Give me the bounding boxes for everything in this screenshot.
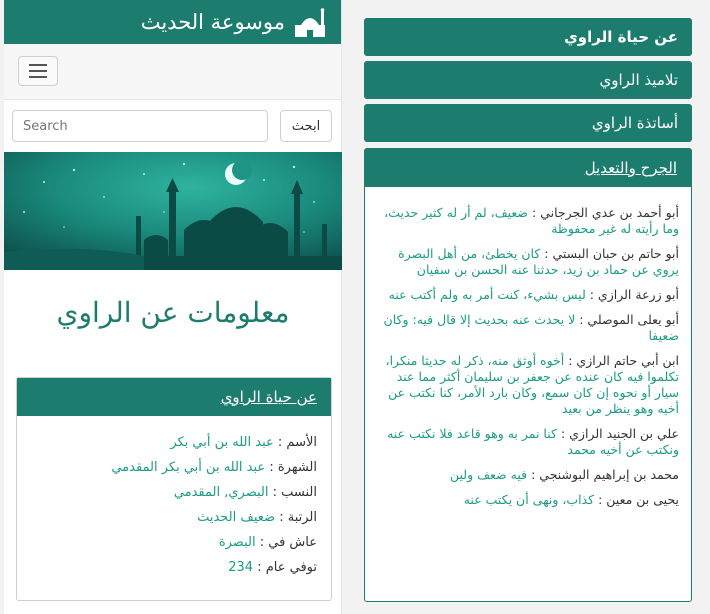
info-row-fame: الشهرة : عبد الله بن أبي بكر المقدمي — [111, 460, 317, 475]
jarh-tadil-card — [364, 148, 692, 602]
list-item: يحيى بن معين : كذاب، ونهى أن يكتب عنه — [463, 492, 679, 507]
info-row-rank: الرتبة : ضعيف الحديث — [197, 510, 317, 525]
brand-bar — [4, 0, 341, 44]
search-button[interactable]: ابحث — [280, 110, 332, 142]
menu-bar-icon — [29, 64, 47, 66]
list-item: ابن أبي حاتم الرازي : أخوه أوثق منه، ذكر له حديثا منكرا، تكلموا فيه كان عنده عن جعفر بن سليمان أكثر مما عند سيار أو نحوه إن كان سمع، وكان بارد الأمر، كنا نكتب عن أخيه وهو ينظر من بعيد — [385, 353, 679, 416]
card-title[interactable]: عن حياة الراوي — [17, 378, 331, 416]
info-row-death-year: توفي عام : 234 — [228, 560, 317, 575]
menu-toggle-button[interactable] — [18, 56, 58, 86]
list-item: أبو حاتم بن حبان البستي : كان يخطئ، من أهل البصرة يروي عن حماد بن زيد، حدثنا عنه الحسن بن سفيان — [398, 246, 679, 277]
about-narrator-button[interactable]: عن حياة الراوي — [364, 18, 692, 56]
menu-bar-icon — [29, 76, 47, 78]
list-item: علي بن الجنيد الرازي : كنا نمر به وهو قاعد فلا نكتب عنه ونكتب عن أخيه محمد — [387, 426, 679, 457]
page-title: معلومات عن الراوي — [56, 296, 290, 329]
narrator-info-card — [16, 377, 332, 601]
narrator-students-button[interactable]: تلاميذ الراوي — [364, 61, 692, 99]
search-input[interactable] — [12, 110, 268, 142]
list-item: أبو أحمد بن عدي الجرجاني : ضعيف، لم أر له كثير حديث، وما رأيته له غير محفوظة — [384, 205, 679, 236]
list-item: أبو زرعة الرازي : ليس بشيء، كنت أمر به ولم أكتب عنه — [388, 287, 679, 302]
menu-bar-icon — [29, 70, 47, 72]
jarh-tadil-list — [365, 187, 691, 508]
narrator-teachers-button[interactable]: أساتذة الراوي — [364, 104, 692, 142]
search-row — [4, 100, 341, 152]
brand-title[interactable]: موسوعة الحديث — [140, 10, 285, 34]
mosque-logo-icon — [293, 5, 327, 39]
mosque-banner-image — [4, 152, 342, 270]
jarh-tadil-title[interactable]: الجرح والتعديل — [365, 149, 691, 187]
info-row-name: الأسم : عبد الله بن أبي بكر — [170, 435, 317, 450]
left-panel — [4, 0, 342, 614]
info-row-lineage: النسب : البصري, المقدمي — [173, 485, 317, 500]
info-row-lived-in: عاش في : البصرة — [218, 535, 317, 550]
list-item: محمد بن إبراهيم البوشنجي : فيه ضعف ولين — [449, 467, 679, 482]
info-list — [17, 416, 331, 580]
right-panel — [364, 18, 692, 147]
nav-row — [4, 44, 341, 100]
list-item: أبو يعلى الموصلي : لا يحدث عنه بحديث إلا قال فيه: وكان ضعيفا — [383, 312, 679, 343]
